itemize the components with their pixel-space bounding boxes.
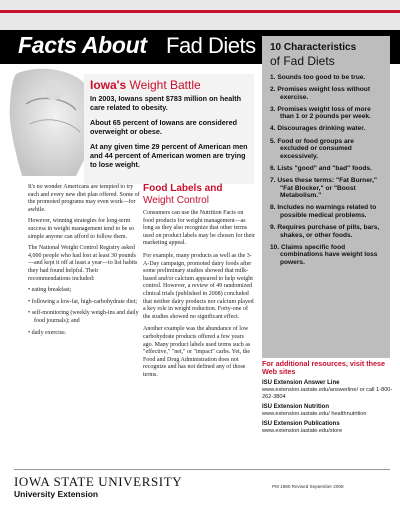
weight-battle-stat-1: In 2003, Iowans spent $783 million on health care related to obesity. bbox=[90, 94, 241, 112]
characteristic-item: 9. Requires purchase of pills, bars, shakes, or other foods. bbox=[270, 223, 380, 239]
footer-divider bbox=[14, 469, 390, 470]
resource-link-publications[interactable]: www.extension.iastate.edu/store bbox=[262, 427, 343, 434]
food-labels-paragraph: Another example was the abundance of low carbohydrate products offered a few years ago. Many product labels used terms such as "effective," "net," or "impact" carbs. Yet, the Food and Drug Administration does not recognize and has not defined any of those terms. bbox=[143, 326, 251, 378]
iowas-weight-battle-box bbox=[84, 74, 254, 184]
university-extension-label: University Extension bbox=[14, 489, 99, 499]
list-item: • self-monitoring (weekly weigh-ins and daily food journals); and bbox=[28, 310, 139, 324]
resources-heading: For additional resources, visit these Web sites bbox=[262, 359, 386, 377]
characteristic-item: 6. Lists "good" and "bad" foods. bbox=[270, 164, 372, 172]
weight-battle-stat-2: About 65 percent of Iowans are considered overweight or obese. bbox=[90, 118, 237, 136]
resource-link-answer-line[interactable]: www.extension.iastate.edu/answerline/ or call 1-800-262-3804 bbox=[262, 386, 393, 400]
resource-org-publications: ISU Extension Publications bbox=[262, 420, 340, 427]
food-labels-text bbox=[143, 210, 255, 384]
characteristic-item: 2. Promises weight loss without exercise. bbox=[270, 86, 371, 101]
left-paragraph: However, winning strategies for long-term success in weight management tend to be so simple anyone can afford to follow them. bbox=[28, 218, 135, 240]
resources-section bbox=[262, 360, 394, 438]
red-rule bbox=[0, 10, 400, 13]
left-column-text bbox=[28, 184, 140, 341]
publication-info: PM 1980 Revised September 2008 bbox=[272, 484, 344, 489]
list-item: • daily exercise. bbox=[28, 329, 67, 336]
characteristic-item: 10. Claims specific food combinations have weight loss powers. bbox=[270, 243, 378, 266]
weight-battle-stat-3: At any given time 29 percent of American men and 44 percent of American women are trying to lose weight. bbox=[90, 142, 248, 169]
characteristic-item: 8. Includes no warnings related to possible medical problems. bbox=[270, 204, 377, 219]
university-logo-text: IOWA STATE UNIVERSITY bbox=[14, 474, 183, 489]
characteristic-item: 1. Sounds too good to be true. bbox=[270, 74, 366, 81]
page-title-light: Fad Diets bbox=[166, 33, 256, 58]
list-item: • eating breakfast; bbox=[28, 287, 72, 294]
weight-battle-heading bbox=[90, 78, 201, 92]
page-title-bold: Facts About bbox=[18, 32, 147, 58]
recommendations-list bbox=[28, 287, 140, 337]
sidebar-heading-line2: of Fad Diets bbox=[270, 54, 335, 68]
weight-battle-heading-red: Iowa's bbox=[90, 78, 127, 92]
sidebar-heading-line1: 10 Characteristics bbox=[270, 42, 357, 53]
resource-org-nutrition: ISU Extension Nutrition bbox=[262, 403, 330, 410]
food-labels-heading bbox=[143, 183, 253, 206]
top-band bbox=[0, 0, 400, 30]
food-labels-heading-line1: Food Labels and bbox=[143, 183, 223, 194]
left-paragraph: The National Weight Control Registry asked 4,000 people who had lost at least 30 pounds—and kept it off at least a year—to list habits they had found helpful. Their recommendations included: bbox=[28, 245, 138, 282]
characteristic-item: 4. Discourages drinking water. bbox=[270, 125, 366, 133]
food-labels-paragraph: For example, many products as well as the 3-A-Day campaign, promoted dairy foods after some preliminary studies showed that milk-based and/or calcium appeared to help weight control. However, a review of 49 randomized clinical trials (published in 2008) concluded that neither dairy products nor calcium played a key role in weight reduction. Forty-one of the studies showed no significant effect. bbox=[143, 252, 254, 320]
left-paragraph: It's no wonder Americans are tempted to try each and every new diet plan offered. Some of the promoted programs may even work—for awhile. bbox=[28, 184, 140, 213]
characteristic-item: 3. Promises weight loss of more than 1 or 2 pounds per week. bbox=[270, 105, 371, 121]
weight-battle-heading-rest: Weight Battle bbox=[126, 78, 201, 92]
fad-diet-characteristics-sidebar bbox=[262, 36, 390, 358]
characteristics-list bbox=[270, 74, 384, 271]
list-item: • following a low-fat, high-carbohydrate diet; bbox=[28, 298, 138, 305]
food-labels-paragraph: Consumers can use the Nutrition Facts on food products for weight management—as long as they also recognize that other terms used on product labels may be chosen for their marketing appeal. bbox=[143, 210, 255, 247]
resource-link-nutrition[interactable]: www.extension.iastate.edu/ healthnutrition bbox=[262, 410, 367, 417]
characteristic-item: 7. Uses these terms: "Fat Burner," "Fat Blocker," or "Boost Metabolism." bbox=[270, 176, 378, 200]
food-labels-heading-line2: Weight Control bbox=[143, 194, 209, 206]
resource-org-answer-line: ISU Extension Answer Line bbox=[262, 379, 340, 386]
characteristic-item: 5. Food or food groups are excluded or consumed excessively. bbox=[270, 137, 354, 160]
